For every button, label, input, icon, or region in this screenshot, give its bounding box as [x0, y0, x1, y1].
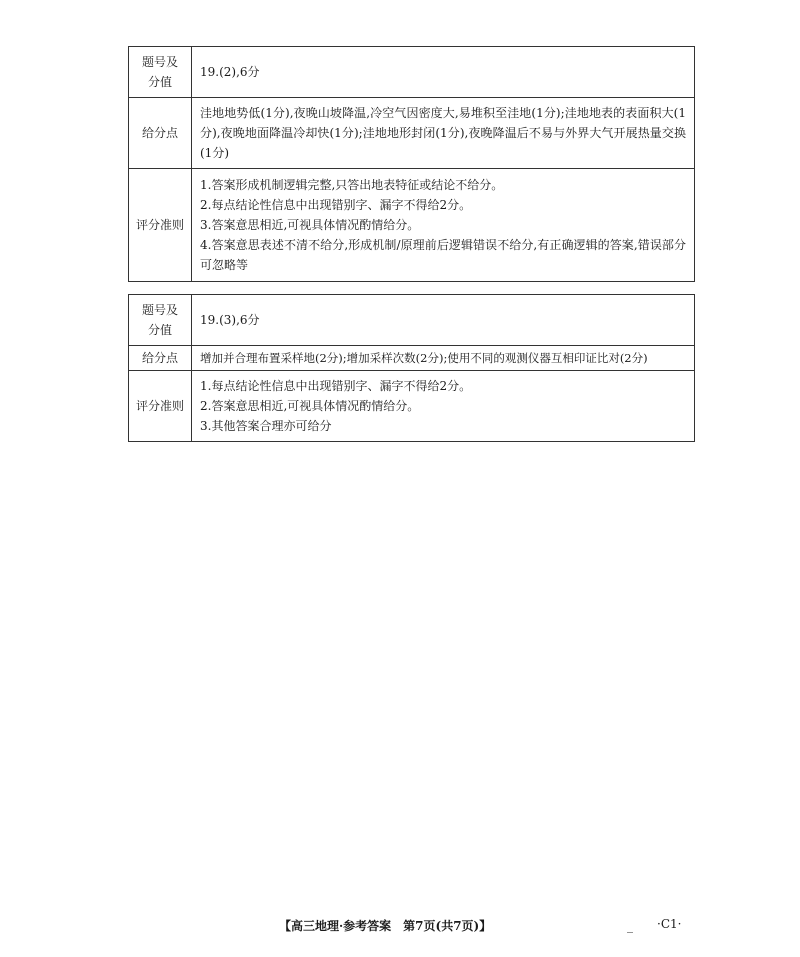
points-label: 给分点: [129, 98, 192, 169]
table-row-points: [129, 346, 695, 371]
criteria-item: 4.答案意思表述不清不给分,形成机制/原理前后逻辑错误不给分,有正确逻辑的答案,错误部分可忽略等: [200, 238, 686, 272]
criteria-item: 2.答案意思相近,可视具体情况酌情给分。: [200, 399, 420, 413]
header-label: 题号及 分值: [129, 295, 192, 346]
table-row-points: [129, 98, 695, 169]
table-row-header: [129, 295, 695, 346]
criteria-label: 评分准则: [129, 371, 192, 442]
header-value: 19.(2),6分: [192, 47, 695, 98]
criteria-item: 3.其他答案合理亦可给分: [200, 419, 332, 433]
table-row-header: [129, 47, 695, 98]
criteria-list: [192, 169, 695, 282]
grading-table-19-3: [128, 294, 695, 442]
criteria-item: 1.答案形成机制逻辑完整,只答出地表特征或结论不给分。: [200, 178, 504, 192]
criteria-label: 评分准则: [129, 169, 192, 282]
points-text: 增加并合理布置采样地(2分);增加采样次数(2分);使用不同的观测仪器互相印证比对(2分): [192, 346, 695, 371]
table-row-criteria: [129, 371, 695, 442]
criteria-item: 2.每点结论性信息中出现错别字、漏字不得给2分。: [200, 198, 472, 212]
header-value: 19.(3),6分: [192, 295, 695, 346]
footer-mark: _: [627, 919, 633, 933]
criteria-item: 1.每点结论性信息中出现错别字、漏字不得给2分。: [200, 379, 472, 393]
table-row-criteria: [129, 169, 695, 282]
footer-page-info: 【高三地理·参考答案 第7页(共7页)】: [279, 919, 492, 933]
points-label: 给分点: [129, 346, 192, 371]
criteria-item: 3.答案意思相近,可视具体情况酌情给分。: [200, 218, 420, 232]
criteria-list: [192, 371, 695, 442]
footer-code: ·C1·: [657, 917, 682, 931]
grading-table-19-2: [128, 46, 695, 282]
header-label: 题号及 分值: [129, 47, 192, 98]
points-text: 洼地地势低(1分),夜晚山坡降温,冷空气因密度大,易堆积至洼地(1分);洼地地表的表面积大(1分),夜晚地面降温冷却快(1分);洼地地形封闭(1分),夜晚降温后不易与外界大气开展热量交换(1分): [192, 98, 695, 169]
